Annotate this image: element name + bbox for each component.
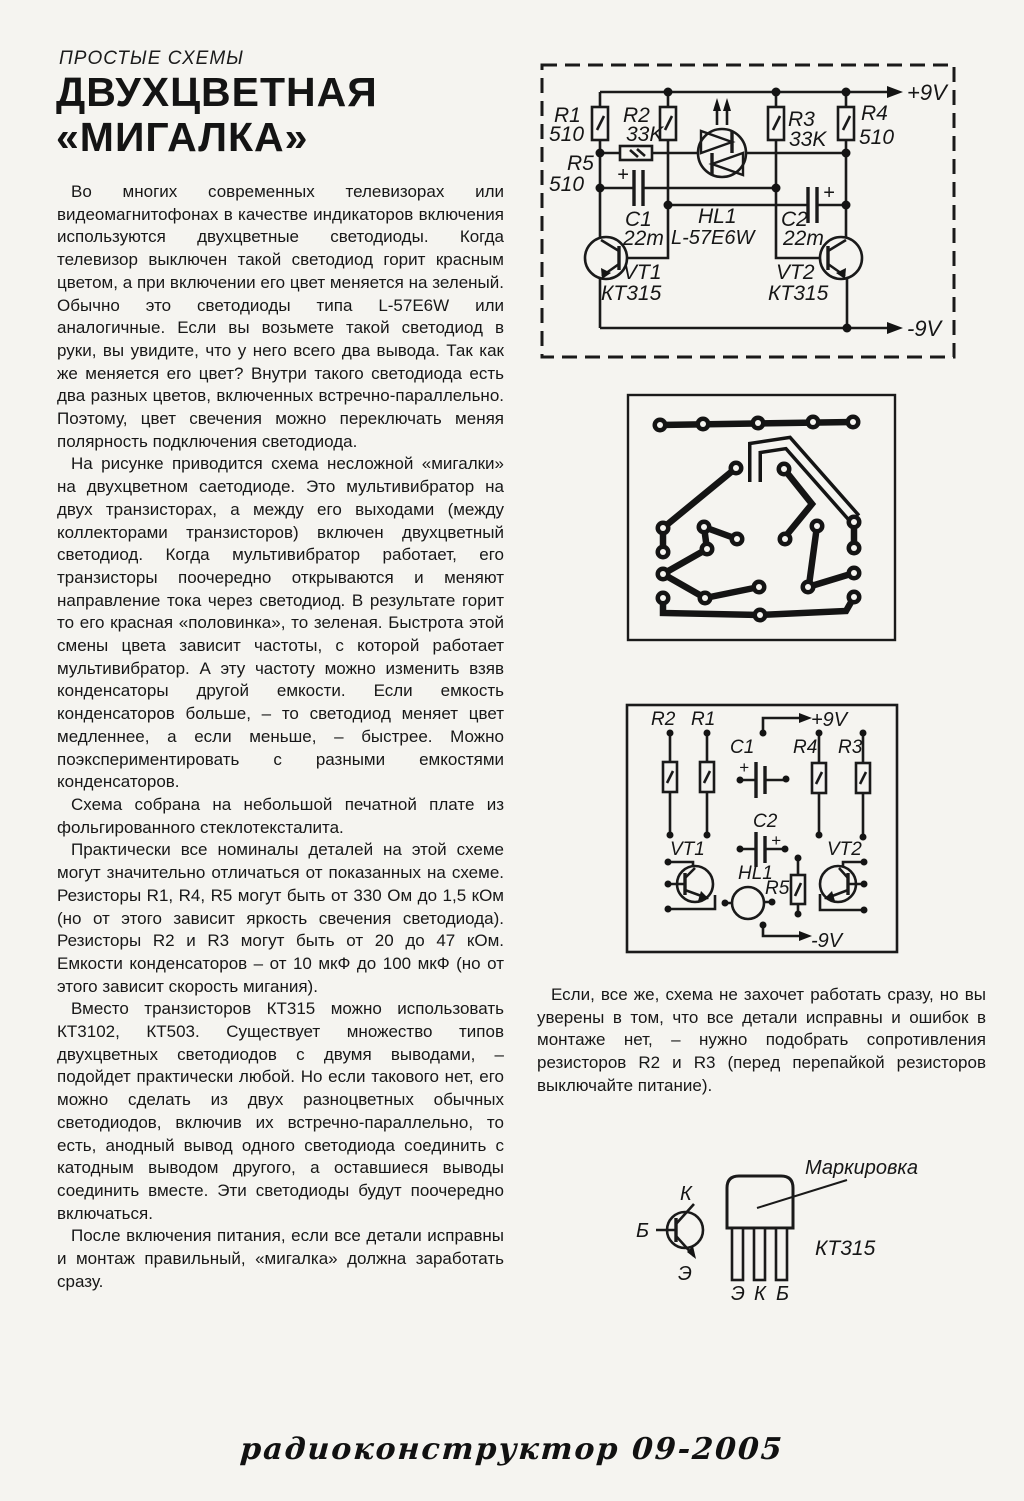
transistor-pinout [600, 1140, 1010, 1310]
label-vt2: VT2 [827, 839, 862, 860]
resistor-r1 [592, 107, 608, 140]
label-r5-value: 510 [549, 173, 585, 196]
placement-r2 [663, 730, 677, 839]
c2-plus-sign: + [823, 182, 835, 204]
label-hl1-type: L-57E6W [671, 227, 755, 249]
resistor-r5 [620, 146, 652, 160]
label-r4-value: 510 [859, 126, 895, 149]
placement-r1 [700, 730, 714, 839]
transistor-symbol [656, 1204, 703, 1259]
label-r5: R5 [765, 878, 790, 899]
label-r3-value: 33K [789, 128, 827, 151]
label-pin-k: К [754, 1283, 766, 1305]
paragraph-2: На рисунке приводится схема несложной «мигалки» на двухцветном саетодиоде. Это мультивибратор на двух транзисторах, а между его выходами (между коллекторами транзисторов) включен двухцветный светодиод. Когда мультивибратор работает, его транзисторы поочередно открываются и меняют направление тока через светодиод. В результате горит то его красная «половинка», то зеленая. Быстрота этой смены цвета зависит частоты, с которой работает мультивибратор. А эту частоту можно изменить взяв конденсаторы другой емкости. Если емкость конденсаторов больше, – то светодиод меняет цвет медленнее, а если меньше, – быстрее. Можно поэкспериментировать с разными емкостями конденсаторов. [57, 454, 504, 792]
paragraph-3: Схема собрана на небольшой печатной плате из фольгированного стеклотексталита. [57, 794, 504, 837]
label-r1-value: 510 [549, 123, 585, 146]
label-vt1-type: КТ315 [601, 282, 662, 305]
label-part-number: КТ315 [815, 1237, 876, 1260]
label-r4: R4 [793, 737, 818, 758]
label-r2: R2 [651, 709, 676, 730]
label-collector: К [680, 1183, 692, 1205]
placement-vt1 [665, 859, 716, 913]
resistor-r4 [838, 107, 854, 140]
label-emitter: Э [678, 1263, 692, 1285]
label-hl1: HL1 [698, 205, 737, 228]
placement-vee [760, 922, 813, 942]
label-hl1: HL1 [738, 863, 773, 884]
capacitor-c1 [617, 164, 643, 206]
capacitor-c2 [808, 182, 835, 223]
label-r2: R2 [623, 104, 650, 127]
title-line-1: ДВУХЦВЕТНАЯ [56, 69, 378, 115]
resistor-r3 [768, 107, 784, 140]
label-marking: Маркировка [805, 1157, 918, 1179]
minus-rail-arrow-icon [887, 322, 903, 334]
paragraph-1: Во многих современных телевизорах или видеомагнитофонах в качестве индикаторов включения используются двухцветные светодиоды. Когда телевизор выключен такой светодиод горит красным цветом, а при включении его цвет меняется на зеленый. Обычно это светодиоды типа L-57E6W или аналогичные. Если вы возьмете такой светодиод в руки, вы увидите, что у него всего два вывода. Так как же меняется его цвет? Внутри такого светодиода есть два разных цветов, включенных встречно-параллельно. Поэтому, цвет свечения можно переключать меняя полярность подключения светодиода. [57, 182, 504, 451]
label-vcc: +9V [811, 709, 848, 731]
label-plus9v: +9V [907, 80, 947, 105]
label-r1: R1 [691, 709, 716, 730]
transistor-vt1 [585, 237, 627, 279]
title-line-2: «МИГАЛКА» [56, 114, 309, 160]
paragraph-4: Практически все номиналы деталей на этой схеме могут значительно отличаться от показанных на схеме. Резисторы R1, R4, R5 могут быть от 330 Ом до 1,5 кОм (но от этого зависит яркость свечения светодиода). Резисторы R2 и R3 могут быть от 20 до 47 кОм. Емкости конденсаторов – от 10 мкФ до 100 мкФ (но от этого зависит скорость мигания). [57, 840, 504, 996]
journal-footer: радиоконструктор 09-2005 [239, 1432, 785, 1467]
label-r1: R1 [554, 104, 581, 127]
plus-rail-arrow-icon [887, 86, 903, 98]
label-r5: R5 [567, 152, 594, 175]
label-c2-plus: + [771, 831, 781, 850]
component-placement [615, 695, 905, 957]
placement-vt2 [820, 859, 868, 914]
transistor-vt2 [820, 237, 862, 279]
kt315-package [727, 1176, 793, 1280]
circuit-schematic [535, 60, 995, 365]
section-kicker: ПРОСТЫЕ СХЕМЫ [59, 48, 245, 69]
label-c2-value: 22m [783, 227, 824, 250]
pcb-layout [615, 382, 905, 652]
label-r4: R4 [861, 102, 888, 125]
label-r2-value: 33K [626, 123, 664, 146]
note-paragraph: Если, все же, схема не захочет работать сразу, но вы уверены в том, что все детали исправны и ошибок в монтаже нет, – нужно подобрать сопротивления резисторов R2 и R3 (перед перепайкой резисторов выключайте питание). [537, 985, 986, 1095]
label-c2: C2 [781, 208, 808, 231]
label-pin-e: Э [731, 1283, 745, 1305]
c1-plus-sign: + [617, 164, 629, 186]
label-c1-value: 22m [623, 227, 664, 250]
label-vt2: VT2 [776, 261, 815, 284]
paragraph-5: Вместо транзисторов КТ315 можно использовать КТ3102, КТ503. Существует множество типов двухцветных светодиодов с двумя выводами, – подойдет практически любой. Но если такового нет, его можно сделать из двух разноцветных обычных светодиодов, включив их встречно-параллельно, то есть, анодный вывод одного светодиода соединить с катодным выводом другого, а оставшиеся выводы соединить вместе. Эти светодиоды будут поочередно включаться. [57, 999, 504, 1223]
article-title [56, 70, 378, 160]
label-minus9v: -9V [907, 316, 942, 341]
paragraph-6: После включения питания, если все детали исправны и монтаж правильный, «мигалка» должна заработать сразу. [57, 1226, 504, 1291]
label-c1-plus: + [739, 758, 749, 777]
label-pin-b: Б [776, 1283, 790, 1305]
label-c1: C1 [625, 208, 652, 231]
label-vt2-type: КТ315 [768, 282, 829, 305]
label-r3: R3 [788, 108, 815, 131]
label-r3: R3 [838, 737, 863, 758]
placement-r5 [791, 855, 805, 918]
body-text-column [57, 181, 504, 1293]
label-vt1: VT1 [623, 261, 662, 284]
placement-vcc [760, 713, 813, 737]
label-c2: C2 [753, 811, 778, 832]
label-c1: C1 [730, 737, 755, 758]
label-vee: -9V [811, 930, 843, 952]
label-base: Б [636, 1220, 650, 1242]
label-vt1: VT1 [670, 839, 705, 860]
led-hl1 [698, 98, 746, 177]
